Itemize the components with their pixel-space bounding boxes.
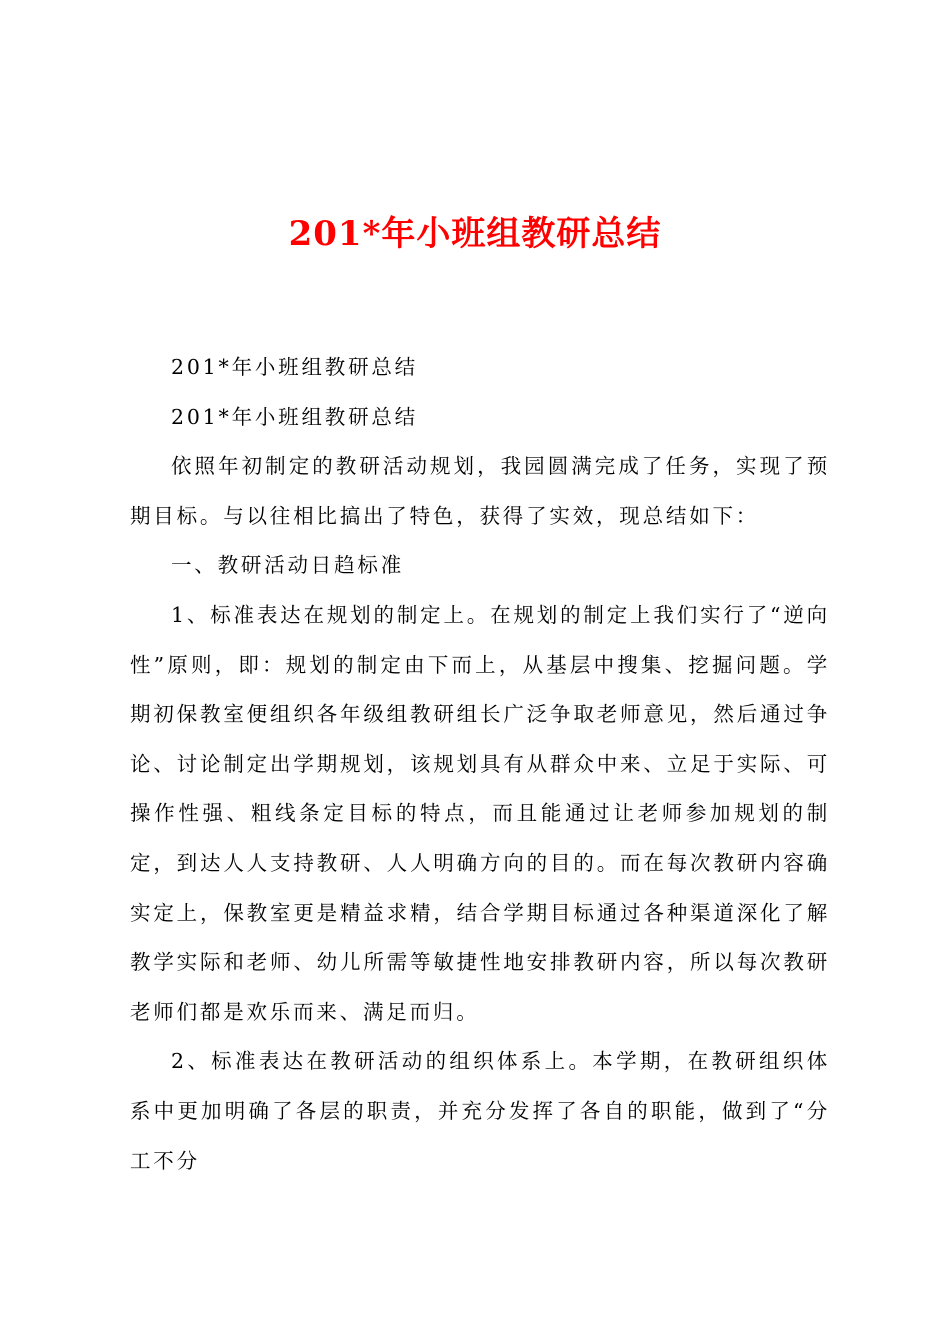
paragraph-point-1: 1、标准表达在规划的制定上。在规划的制定上我们实行了“逆向性”原则，即：规划的制定由下而上，从基层中搜集、挖掘问题。学期初保教室便组织各年级组教研组长广泛争取老师意见，然后通过争论、讨论制定出学期规划，该规划具有从群众中来、立足于实际、可操作性强、粗线条定目标的特点，而且能通过让老师参加规划的制定，到达人人支持教研、人人明确方向的目的。而在每次教研内容确实定上，保教室更是精益求精，结合学期目标通过各种渠道深化了解教学实际和老师、幼儿所需等敏捷性地安排教研内容，所以每次教研老师们都是欢乐而来、满足而归。: [130, 602, 830, 1024]
section-heading: 一、教研活动日趋标准: [171, 553, 404, 578]
document-title: 201*年小班组教研总结: [288, 214, 662, 254]
paragraph-heading-1: 201*年小班组教研总结: [171, 355, 418, 379]
paragraph-point-2: 2、标准表达在教研活动的组织体系上。本学期，在教研组织体系中更加明确了各层的职责，并充分发挥了各自的职能，做到了“分工不分: [130, 1049, 830, 1173]
document-body: [130, 343, 830, 1186]
paragraph-intro: 依照年初制定的教研活动规划，我园圆满完成了任务，实现了预期目标。与以往相比搞出了特色，获得了实效，现总结如下：: [130, 454, 830, 528]
paragraph-heading-2: 201*年小班组教研总结: [171, 404, 418, 429]
